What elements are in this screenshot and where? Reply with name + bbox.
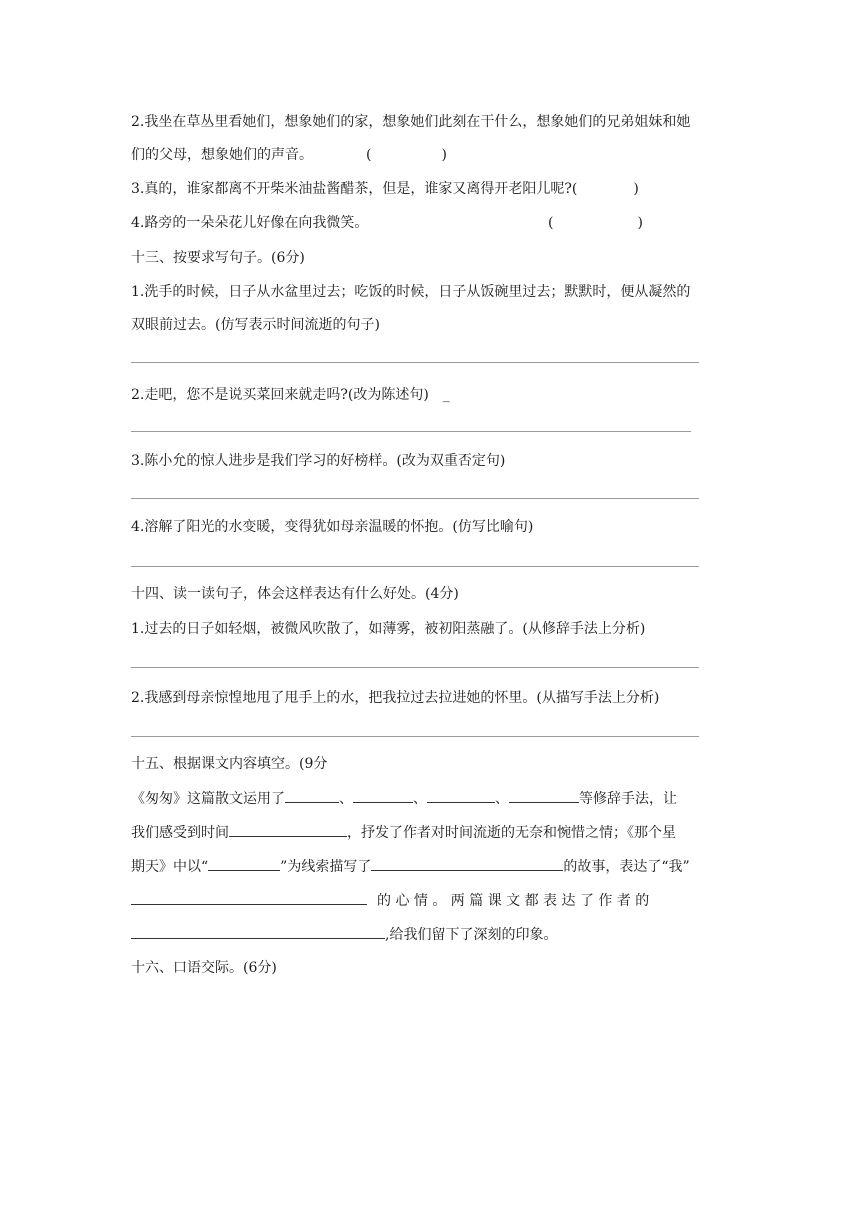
q15-line3 [131,856,690,877]
q15-sep: 、 [413,791,427,807]
q15-blank-7[interactable] [371,856,563,871]
q12-2-line1: 2.我坐在草丛里看她们，想象她们的家，想象她们此刻在干什么，想象她们的兄弟姐妹和她 [131,114,691,130]
q13-4-answer-line[interactable] [131,566,699,567]
q14-1: 1.过去的日子如轻烟，被微风吹散了，如薄雾，被初阳蒸融了。(从修辞手法上分析) [131,621,646,637]
q13-4: 4.溶解了阳光的水变暖，变得犹如母亲温暖的怀抱。(仿写比喻句) [131,519,534,535]
q12-2-answer-paren[interactable]: ( ) [366,147,447,163]
section14-heading: 十四、读一读句子，体会这样表达有什么好处。(4分) [131,586,459,602]
q13-2: 2.走吧，您不是说买菜回来就走吗?(改为陈述句) _ [131,387,450,403]
q15-blank-8[interactable] [131,890,367,905]
q13-1-line1: 1.洗手的时候，日子从水盆里过去；吃饭的时候，日子从饭碗里过去；默默时，便从凝然的 [131,284,691,300]
q15-text: 《匆匆》这篇散文运用了 [131,791,285,807]
q12-4: 4.路旁的一朵朵花儿好像在向我微笑。 [131,215,369,231]
q13-1-line2: 双眼前过去。(仿写表示时间流逝的句子) [131,317,380,333]
q15-blank-1[interactable] [285,788,339,803]
q15-sep: 、 [495,791,509,807]
q15-blank-3[interactable] [427,788,495,803]
q15-text: ”为线索描写了 [280,859,372,875]
q15-text: 的故事，表达了“我” [563,859,690,875]
q15-sep: 、 [339,791,353,807]
q13-1-answer-line[interactable] [131,362,699,363]
section16-heading: 十六、口语交际。(6分) [131,960,277,976]
q15-text: ，抒发了作者对时间流逝的无奈和惋惜之情；《那个星 [347,825,676,841]
q12-2-line2: 们的父母，想象她们的声音。 [131,147,313,163]
q12-3: 3.真的，谁家都离不开柴米油盐酱醋茶，但是，谁家又离得开老阳儿呢?( ) [131,181,639,197]
section15-heading: 十五、根据课文内容填空。(9分 [131,756,328,772]
q15-blank-4[interactable] [509,788,579,803]
q15-line2 [131,822,676,843]
q15-text: ,给我们留下了深刻的印象。 [385,927,558,943]
q15-blank-6[interactable] [208,856,280,871]
section13-heading: 十三、按要求写句子。(6分) [131,250,305,266]
q15-text: 的 心 情 。 两 篇 课 文 都 表 达 了 作 者 的 [377,893,650,909]
q12-4-answer-paren[interactable]: ( ) [548,215,643,231]
q13-3-answer-line[interactable] [131,498,699,499]
q15-blank-2[interactable] [353,788,413,803]
q13-3: 3.陈小允的惊人进步是我们学习的好榜样。(改为双重否定句) [131,453,506,469]
q15-line5 [131,924,557,945]
q14-2-answer-line[interactable] [131,736,699,737]
q15-text: 期天》中以“ [131,859,209,875]
q14-2: 2.我感到母亲惊惶地甩了甩手上的水，把我拉过去拉进她的怀里。(从描写手法上分析) [131,690,660,706]
q15-blank-9[interactable] [131,924,385,939]
q14-1-answer-line[interactable] [131,667,699,668]
q15-line4 [131,890,649,911]
q15-text: 我们感受到时间 [131,825,229,841]
q13-2-answer-line[interactable] [131,431,691,432]
q15-line1 [131,788,677,809]
q15-text: 等修辞手法，让 [579,791,677,807]
q15-blank-5[interactable] [229,822,347,837]
